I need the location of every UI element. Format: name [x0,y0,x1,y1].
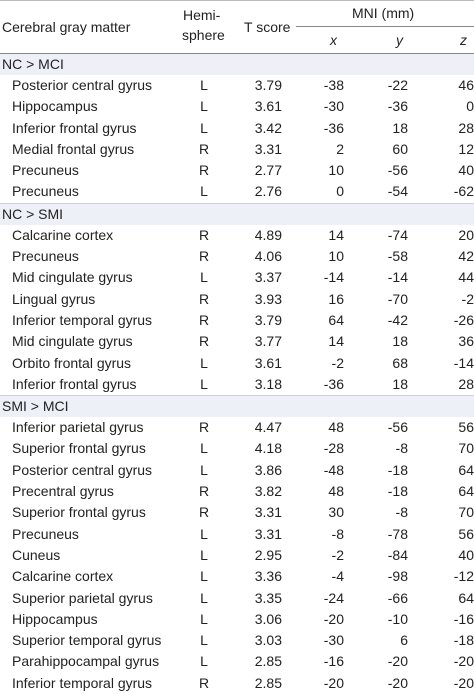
table-row [0,75,474,96]
mni-y-cell: -66 [387,589,408,606]
mni-y-cell: -74 [387,226,408,243]
table-row [0,246,474,267]
hemisphere-cell: R [198,311,210,328]
mni-z-cell: 56 [458,419,474,436]
t-score-cell: 3.37 [254,269,282,286]
table-row [0,118,474,139]
mni-x-cell: -20 [323,674,344,691]
mni-y-cell: 6 [400,632,408,649]
mni-y-cell: -36 [387,98,408,115]
mni-y-cell: -10 [387,610,408,627]
hemisphere-cell: R [198,483,210,500]
mni-y-cell: 18 [392,119,408,136]
hemisphere-cell: L [200,98,208,115]
table-row [0,267,474,288]
t-score-cell: 3.31 [254,504,282,521]
t-score-cell: 3.93 [254,290,282,307]
mni-z-cell: -62 [453,183,474,200]
hemisphere-cell: L [200,375,208,392]
table-row [0,438,474,459]
hemisphere-cell: L [200,653,208,670]
mni-y-cell: -20 [387,653,408,670]
mni-x-cell: -4 [331,568,344,585]
table-body [0,54,474,694]
region-cell: Calcarine cortex [12,568,114,585]
table-row [0,139,474,160]
mni-z-cell: 12 [458,140,474,157]
header-hemi-line1: Hemi- [183,7,221,23]
region-cell: Precuneus [12,248,79,265]
mni-y-cell: -56 [387,162,408,179]
mni-x-cell: -8 [331,525,344,542]
t-score-cell: 3.79 [254,77,282,93]
mni-x-cell: -36 [323,375,344,392]
mni-z-cell: 42 [458,248,474,265]
t-score-cell: 3.77 [254,333,282,350]
mni-x-cell: -16 [323,653,344,670]
mni-y-cell: 60 [392,140,408,157]
t-score-cell: 3.42 [254,119,282,136]
mni-x-cell: -36 [323,119,344,136]
mni-x-cell: 48 [328,483,344,500]
region-cell: Medial frontal gyrus [12,140,135,157]
t-score-cell: 2.85 [254,674,282,691]
table-row [0,181,474,202]
hemisphere-cell: R [198,290,210,307]
t-score-cell: 3.31 [254,140,282,157]
hemisphere-cell: L [200,269,208,286]
table-row [0,417,474,438]
mni-y-cell: -18 [387,483,408,500]
t-score-cell: 3.36 [254,568,282,585]
region-cell: Lingual gyrus [12,290,96,307]
mni-y-cell: -56 [387,419,408,436]
mni-y-cell: 18 [392,333,408,350]
region-cell: Superior frontal gyrus [12,504,146,521]
mni-x-cell: 2 [336,140,344,157]
header-z: z [460,32,467,48]
mni-z-cell: 46 [458,77,474,93]
section-header: SMI > MCI [0,395,474,417]
region-cell: Superior parietal gyrus [12,589,153,606]
hemisphere-cell: L [200,568,208,585]
hemisphere-cell: L [200,183,208,200]
header-mni: MNI (mm) [352,5,415,21]
region-cell: Orbito frontal gyrus [12,354,132,371]
region-cell: Superior temporal gyrus [12,632,162,649]
mni-z-cell: 40 [458,162,474,179]
hemisphere-cell: L [200,119,208,136]
mni-x-cell: 14 [328,226,344,243]
mni-z-cell: 70 [458,504,474,521]
hemisphere-cell: L [200,610,208,627]
t-score-cell: 3.86 [254,461,282,478]
t-score-cell: 3.79 [254,311,282,328]
table-row [0,225,474,246]
header-y: y [396,32,403,48]
table-row [0,96,474,117]
hemisphere-cell: L [200,589,208,606]
t-score-cell: 3.31 [254,525,282,542]
hemisphere-cell: L [200,440,208,457]
mni-z-cell: 28 [458,375,474,392]
mni-x-cell: -48 [323,461,344,478]
table-row [0,566,474,587]
mni-y-cell: -42 [387,311,408,328]
mni-z-cell: 28 [458,119,474,136]
hemisphere-cell: R [198,504,210,521]
table-row [0,630,474,651]
mni-z-cell: -2 [461,290,474,307]
mni-z-cell: -26 [453,311,474,328]
t-score-cell: 3.18 [254,375,282,392]
mni-x-cell: 48 [328,419,344,436]
mni-y-cell: -18 [387,461,408,478]
hemisphere-cell: R [198,248,210,265]
mni-z-cell: -20 [453,653,474,670]
mni-z-cell: 20 [458,226,474,243]
t-score-cell: 3.03 [254,632,282,649]
mni-x-cell: -24 [323,589,344,606]
mni-x-cell: -28 [323,440,344,457]
header-hemi-line2: sphere [182,27,225,43]
mni-y-cell: -78 [387,525,408,542]
mni-y-cell: -8 [395,504,408,521]
region-cell: Posterior central gyrus [12,77,153,93]
mni-z-cell: -18 [453,632,474,649]
mni-z-cell: 44 [458,269,474,286]
mni-y-cell: -58 [387,248,408,265]
mni-x-cell: 10 [328,162,344,179]
region-cell: Posterior central gyrus [12,461,153,478]
mni-z-cell: 70 [458,440,474,457]
mni-z-cell: -16 [453,610,474,627]
mni-x-cell: 14 [328,333,344,350]
table-row [0,545,474,566]
t-score-cell: 2.85 [254,653,282,670]
region-cell: Inferior temporal gyrus [12,674,153,691]
t-score-cell: 2.76 [254,183,282,200]
table-row [0,160,474,181]
mni-y-cell: -22 [387,77,408,93]
hemisphere-cell: L [200,77,208,93]
mni-z-cell: 64 [458,461,474,478]
table-row [0,502,474,523]
hemisphere-cell: R [198,226,210,243]
mni-z-cell: 56 [458,525,474,542]
header-mni-rule [296,26,474,27]
section-header: NC > MCI [0,54,474,75]
mni-x-cell: -30 [323,632,344,649]
mni-x-cell: 30 [328,504,344,521]
mni-z-cell: 0 [466,98,474,115]
mni-y-cell: 18 [392,375,408,392]
mni-x-cell: -30 [323,98,344,115]
region-cell: Cuneus [12,546,61,563]
table-row [0,481,474,502]
region-cell: Precuneus [12,183,79,200]
table-row [0,331,474,352]
mni-x-cell: 0 [336,183,344,200]
t-score-cell: 3.06 [254,610,282,627]
region-cell: Inferior frontal gyrus [12,119,137,136]
hemisphere-cell: L [200,525,208,542]
header-x: x [330,32,337,48]
table-header [0,0,474,54]
region-cell: Precuneus [12,162,79,179]
t-score-cell: 3.61 [254,354,282,371]
mni-z-cell: 40 [458,546,474,563]
mni-y-cell: -84 [387,546,408,563]
region-cell: Precuneus [12,525,79,542]
t-score-cell: 3.61 [254,98,282,115]
table-row [0,289,474,310]
t-score-cell: 3.82 [254,483,282,500]
mni-z-cell: 36 [458,333,474,350]
mni-x-cell: -14 [323,269,344,286]
table-row [0,374,474,395]
table-row [0,609,474,630]
table-row [0,353,474,374]
region-cell: Inferior temporal gyrus [12,311,153,328]
mni-x-cell: 64 [328,311,344,328]
mni-y-cell: -20 [387,674,408,691]
region-cell: Mid cingulate gyrus [12,333,133,350]
region-cell: Mid cingulate gyrus [12,269,133,286]
mni-z-cell: 64 [458,483,474,500]
section-header: NC > SMI [0,203,474,225]
t-score-cell: 4.18 [254,440,282,457]
mni-z-cell: -20 [453,674,474,691]
hemisphere-cell: R [198,674,210,691]
mni-y-cell: -14 [387,269,408,286]
mni-y-cell: -54 [387,183,408,200]
t-score-cell: 4.06 [254,248,282,265]
t-score-cell: 4.47 [254,419,282,436]
header-t-score: T score [244,19,291,35]
mni-x-cell: -38 [323,77,344,93]
region-cell: Calcarine cortex [12,226,114,243]
mni-x-cell: 16 [328,290,344,307]
table-row [0,310,474,331]
region-cell: Inferior parietal gyrus [12,419,144,436]
mni-z-cell: 64 [458,589,474,606]
hemisphere-cell: L [200,546,208,563]
table-row [0,524,474,545]
t-score-cell: 2.77 [254,162,282,179]
mni-z-cell: -12 [453,568,474,585]
hemisphere-cell: R [198,162,210,179]
t-score-cell: 4.89 [254,226,282,243]
table-row [0,588,474,609]
mni-y-cell: 68 [392,354,408,371]
mni-y-cell: -8 [395,440,408,457]
hemisphere-cell: R [198,333,210,350]
hemisphere-cell: L [200,461,208,478]
region-cell: Inferior frontal gyrus [12,375,137,392]
t-score-cell: 3.35 [254,589,282,606]
mni-y-cell: -70 [387,290,408,307]
mni-x-cell: -2 [331,354,344,371]
table-row [0,673,474,694]
region-cell: Hippocampus [12,610,98,627]
mni-y-cell: -98 [387,568,408,585]
hemisphere-cell: R [198,419,210,436]
region-cell: Superior frontal gyrus [12,440,146,457]
mni-x-cell: -20 [323,610,344,627]
hemisphere-cell: R [198,140,210,157]
hemisphere-cell: L [200,354,208,371]
mni-z-cell: -14 [453,354,474,371]
hemisphere-cell: L [200,632,208,649]
table-row [0,651,474,672]
mni-x-cell: -2 [331,546,344,563]
t-score-cell: 2.95 [254,546,282,563]
region-cell: Hippocampus [12,98,98,115]
region-cell: Parahippocampal gyrus [12,653,160,670]
header-region: Cerebral gray matter [2,19,131,35]
table-row [0,460,474,481]
mni-x-cell: 10 [328,248,344,265]
region-cell: Precentral gyrus [12,483,114,500]
